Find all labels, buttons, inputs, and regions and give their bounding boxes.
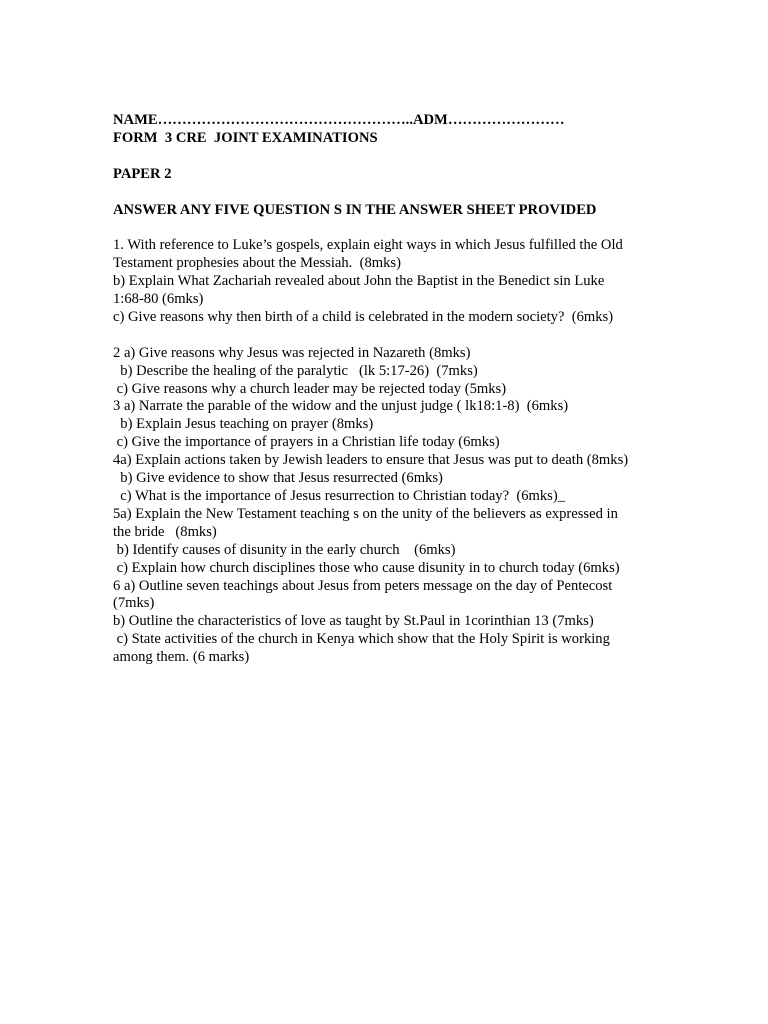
question-line: among them. (6 marks): [113, 649, 250, 666]
question-line: c) What is the importance of Jesus resurrection to Christian today? (6mks)_: [113, 487, 566, 504]
spacer: [113, 327, 673, 345]
question-line: c) Give the importance of prayers in a Christian life today (6mks): [113, 434, 500, 451]
question-line: c) Give reasons why then birth of a child is celebrated in the modern society? (6mks): [113, 308, 614, 325]
spacer: [113, 219, 673, 237]
question-line: 1. With reference to Luke’s gospels, explain eight ways in which Jesus fulfilled the Old: [113, 237, 623, 254]
question-line: b) Explain What Zachariah revealed about John the Baptist in the Benedict sin Luke: [113, 273, 605, 290]
question-line: 2 a) Give reasons why Jesus was rejected in Nazareth (8mks): [113, 344, 471, 361]
question-line: c) State activities of the church in Kenya which show that the Holy Spirit is working: [113, 631, 610, 648]
question-line: 4a) Explain actions taken by Jewish leaders to ensure that Jesus was put to death (8mks): [113, 452, 629, 469]
spacer: [113, 148, 673, 166]
instructions: ANSWER ANY FIVE QUESTION S IN THE ANSWER SHEET PROVIDED: [113, 201, 597, 218]
question-line: b) Give evidence to show that Jesus resurrected (6mks): [113, 470, 443, 487]
exam-page: [113, 112, 673, 667]
question-line: the bride (8mks): [113, 523, 217, 540]
question-line: 3 a) Narrate the parable of the widow and the unjust judge ( lk18:1-8) (6mks): [113, 398, 569, 415]
name-adm-line: NAME……………………………………………..ADM……………………: [113, 112, 565, 128]
question-line: Testament prophesies about the Messiah. (8mks): [113, 255, 401, 272]
question-line: b) Identify causes of disunity in the early church (6mks): [113, 541, 456, 558]
question-line: b) Outline the characteristics of love as taught by St.Paul in 1corinthian 13 (7mks): [113, 613, 594, 630]
form-title: FORM 3 CRE JOINT EXAMINATIONS: [113, 129, 378, 146]
question-line: c) Give reasons why a church leader may be rejected today (5mks): [113, 380, 507, 397]
question-line: (7mks): [113, 595, 155, 612]
question-line: 6 a) Outline seven teachings about Jesus from peters message on the day of Pentecost: [113, 577, 613, 594]
question-line: b) Explain Jesus teaching on prayer (8mks): [113, 416, 374, 433]
paper-number: PAPER 2: [113, 165, 172, 182]
question-line: 1:68-80 (6mks): [113, 291, 204, 308]
spacer: [113, 184, 673, 202]
question-line: 5a) Explain the New Testament teaching s on the unity of the believers as expressed in: [113, 505, 618, 522]
question-line: b) Describe the healing of the paralytic (lk 5:17-26) (7mks): [113, 362, 478, 379]
question-line: c) Explain how church disciplines those who cause disunity in to church today (6mks): [113, 559, 620, 576]
